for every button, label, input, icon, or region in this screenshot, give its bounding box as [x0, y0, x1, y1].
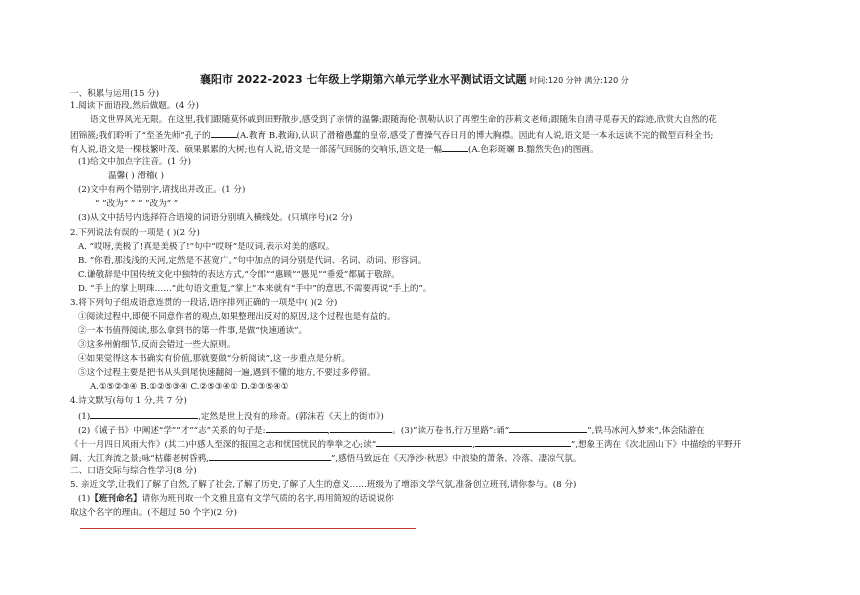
question-2-option-d[interactable]: D. “手上的掌上明珠……”此句语文重复,“掌上”本来就有“手中”的意思,不需要再说“手上的”。	[78, 284, 432, 294]
poem-text: ,定然是世上没有的珍奇。(郭沫若《天上的街市》)	[198, 412, 384, 422]
question-3-sentence-5: ⑤这个过程主要是把书从头到尾快速翻阅一遍,遇到不懂的地方,不要过多停留。	[78, 368, 376, 378]
question-4-line-3: 《十一月四日风雨大作》(其二)中感人至深的报国之志和忧国忧民的拳拳之心;读“ , ”,想象王湾在《次北固山下》中描绘的平野开	[70, 437, 741, 451]
poem-text: 《十一月四日风雨大作》(其二)中感人至深的报国之志和忧国忧民的拳拳之心;读“	[70, 440, 377, 450]
item-number: (1)	[78, 412, 91, 422]
answer-blank[interactable]	[266, 423, 328, 433]
question-3-stem: 3.将下列句子组成语意连贯的一段话,语序排列正确的一项是中( )(2 分)	[70, 298, 338, 308]
question-2-option-b[interactable]: B. “你看,那浅浅的天河,定然是不甚宽广。”句中加点的词分别是代词、名词、动词、形容词。	[78, 256, 427, 266]
poem-text: (2)《诫子书》中阐述“学”“才”“志”关系的句子是:	[78, 426, 266, 436]
passage-text: 有人说,语文是一棵枝繁叶茂、硕果累累的大树;也有人说,语文是一部荡气回肠的交响乐,语文是一幅	[70, 145, 443, 155]
passage-text: 团锦簇;我们聆听了“至圣先师”孔子的	[70, 131, 211, 141]
question-3-options[interactable]: A.①⑤②③④ B.①②⑤③④ C.②⑤③④① D.②③⑤④①	[90, 382, 289, 392]
question-5-sub-1-label: 【班刊命名】	[90, 494, 142, 504]
question-1-passage-line-1: 语文世界风光无限。在这里,我们跟随莫怀戚到田野散步,感受到了亲情的温馨;跟随海伦·凯勒认识了再塑生命的莎莉文老师;跟随朱自清寻觅春天的踪迹,欣赏大自然的花	[90, 115, 717, 125]
exam-meta: 时间:120 分钟 满分:120 分	[529, 76, 629, 85]
poem-text: (3)“读万卷书,行万里路”:诵“	[400, 426, 510, 436]
question-3-sentence-3: ③这多州俯细节,反而会错过一些大原则。	[78, 340, 236, 350]
item-number: (1)	[78, 494, 91, 504]
question-3-sentence-4: ④如果觉得这本书确实有价值,那就要做“分析阅读”,这一步重点是分析。	[78, 354, 351, 364]
question-4-line-4	[70, 451, 581, 465]
question-5-stem: 5. 亲近文学,让我们了解了自然,了解了社会,了解了历史,了解了人生的意义……班级为了增添文学气氛,准备创立班刊,请你参与。(8 分)	[70, 480, 577, 490]
answer-blank[interactable]	[509, 423, 587, 433]
question-5-sub-1	[78, 493, 394, 505]
poem-text: 阔、大江奔流之景;咏“枯藤老树昏鸦,	[70, 454, 209, 464]
answer-blank[interactable]	[330, 423, 392, 433]
question-4-stem: 4.诗文默写(每句 1 分,共 7 分)	[70, 396, 187, 406]
question-1-passage-line-2	[70, 128, 713, 142]
answer-blank[interactable]	[90, 409, 198, 419]
exam-title: 襄阳市 2022-2023 七年级上学期第六单元学业水平测试语文试题	[200, 73, 527, 86]
question-1-sub-1: (1)给文中加点字注音。(1 分)	[78, 157, 192, 167]
answer-blank[interactable]	[209, 451, 331, 461]
passage-text: (A.教育 B.教诲),认识了滑稽愚蠢的皇帝,感受了曹操气吞日月的博大胸襟。因此有人说,语文是一本永远读不完的微型百科全书;	[236, 131, 714, 141]
answer-line[interactable]	[80, 528, 416, 529]
question-2-stem: 2.下列说法有误的一项是 ( )(2 分)	[70, 228, 200, 238]
question-1-sub-1-items[interactable]: 温馨( ) 滑稽( )	[108, 171, 164, 181]
question-1-sub-2: (2)文中有两个错别字,请找出并改正。(1 分)	[78, 185, 246, 195]
question-3-sentence-2: ②一本书值得阅读,那么拿到书的第一件事,是做“快速通读”。	[78, 326, 308, 336]
passage-text: (A.色彩斑斓 B.黯然失色)的图画。	[468, 145, 599, 155]
section-heading-2: 二、口语交际与综合性学习(8 分)	[70, 466, 197, 476]
question-2-option-a[interactable]: A. “哎呀,美极了!真是美极了!”句中“哎呀”是叹词,表示对美的感叹。	[78, 242, 335, 252]
poem-text: ”,感悟马致远在《天净沙·秋思》中浪染的萧条、冷落、凄凉气氛。	[330, 454, 582, 464]
answer-blank[interactable]	[442, 142, 468, 152]
exam-header	[200, 74, 629, 87]
poem-text: ”,想象王湾在《次北固山下》中描绘的平野开	[570, 440, 742, 450]
answer-blank[interactable]	[475, 437, 571, 447]
question-4-line-1	[78, 409, 384, 423]
question-1-sub-2-items[interactable]: “ ”改为“ ” “ ”改为“ ”	[95, 199, 179, 209]
answer-blank[interactable]	[211, 128, 237, 138]
question-3-sentence-1: ①阅读过程中,即便不同意作者的观点,如果整理出反对的原因,这个过程也是有益的。	[78, 312, 396, 322]
answer-blank[interactable]	[376, 437, 472, 447]
question-1-sub-3: (3)从文中括号内选择符合语境的词语分别填入横线处。(只填序号)(2 分)	[78, 213, 353, 223]
question-4-line-2: (2)《诫子书》中阐述“学”“才”“志”关系的句子是: , 。(3)“读万卷书,行万里路”:诵“ ”,铁马冰河入梦来”,体会陆游在	[78, 423, 705, 437]
poem-text: ”,铁马冰河入梦来”,体会陆游在	[587, 426, 705, 436]
question-5-sub-1-text: 请你为班刊取一个文雅且富有文学气质的名字,再用简短的话说说你	[141, 494, 394, 504]
section-heading-1: 一、积累与运用(15 分)	[70, 89, 160, 99]
question-2-option-c[interactable]: C.谦敬辞是中国传统文化中独特的表达方式,“令郎”“惠顾”“愚见”“垂爱”都属于敬辞。	[78, 270, 400, 280]
question-1-passage-line-3	[70, 142, 599, 156]
question-1-stem: 1.阅读下面语段,然后做题。(4 分)	[70, 101, 199, 111]
question-5-sub-1-continued: 取这个名字的理由。(不超过 50 个字)(2 分)	[70, 508, 237, 518]
